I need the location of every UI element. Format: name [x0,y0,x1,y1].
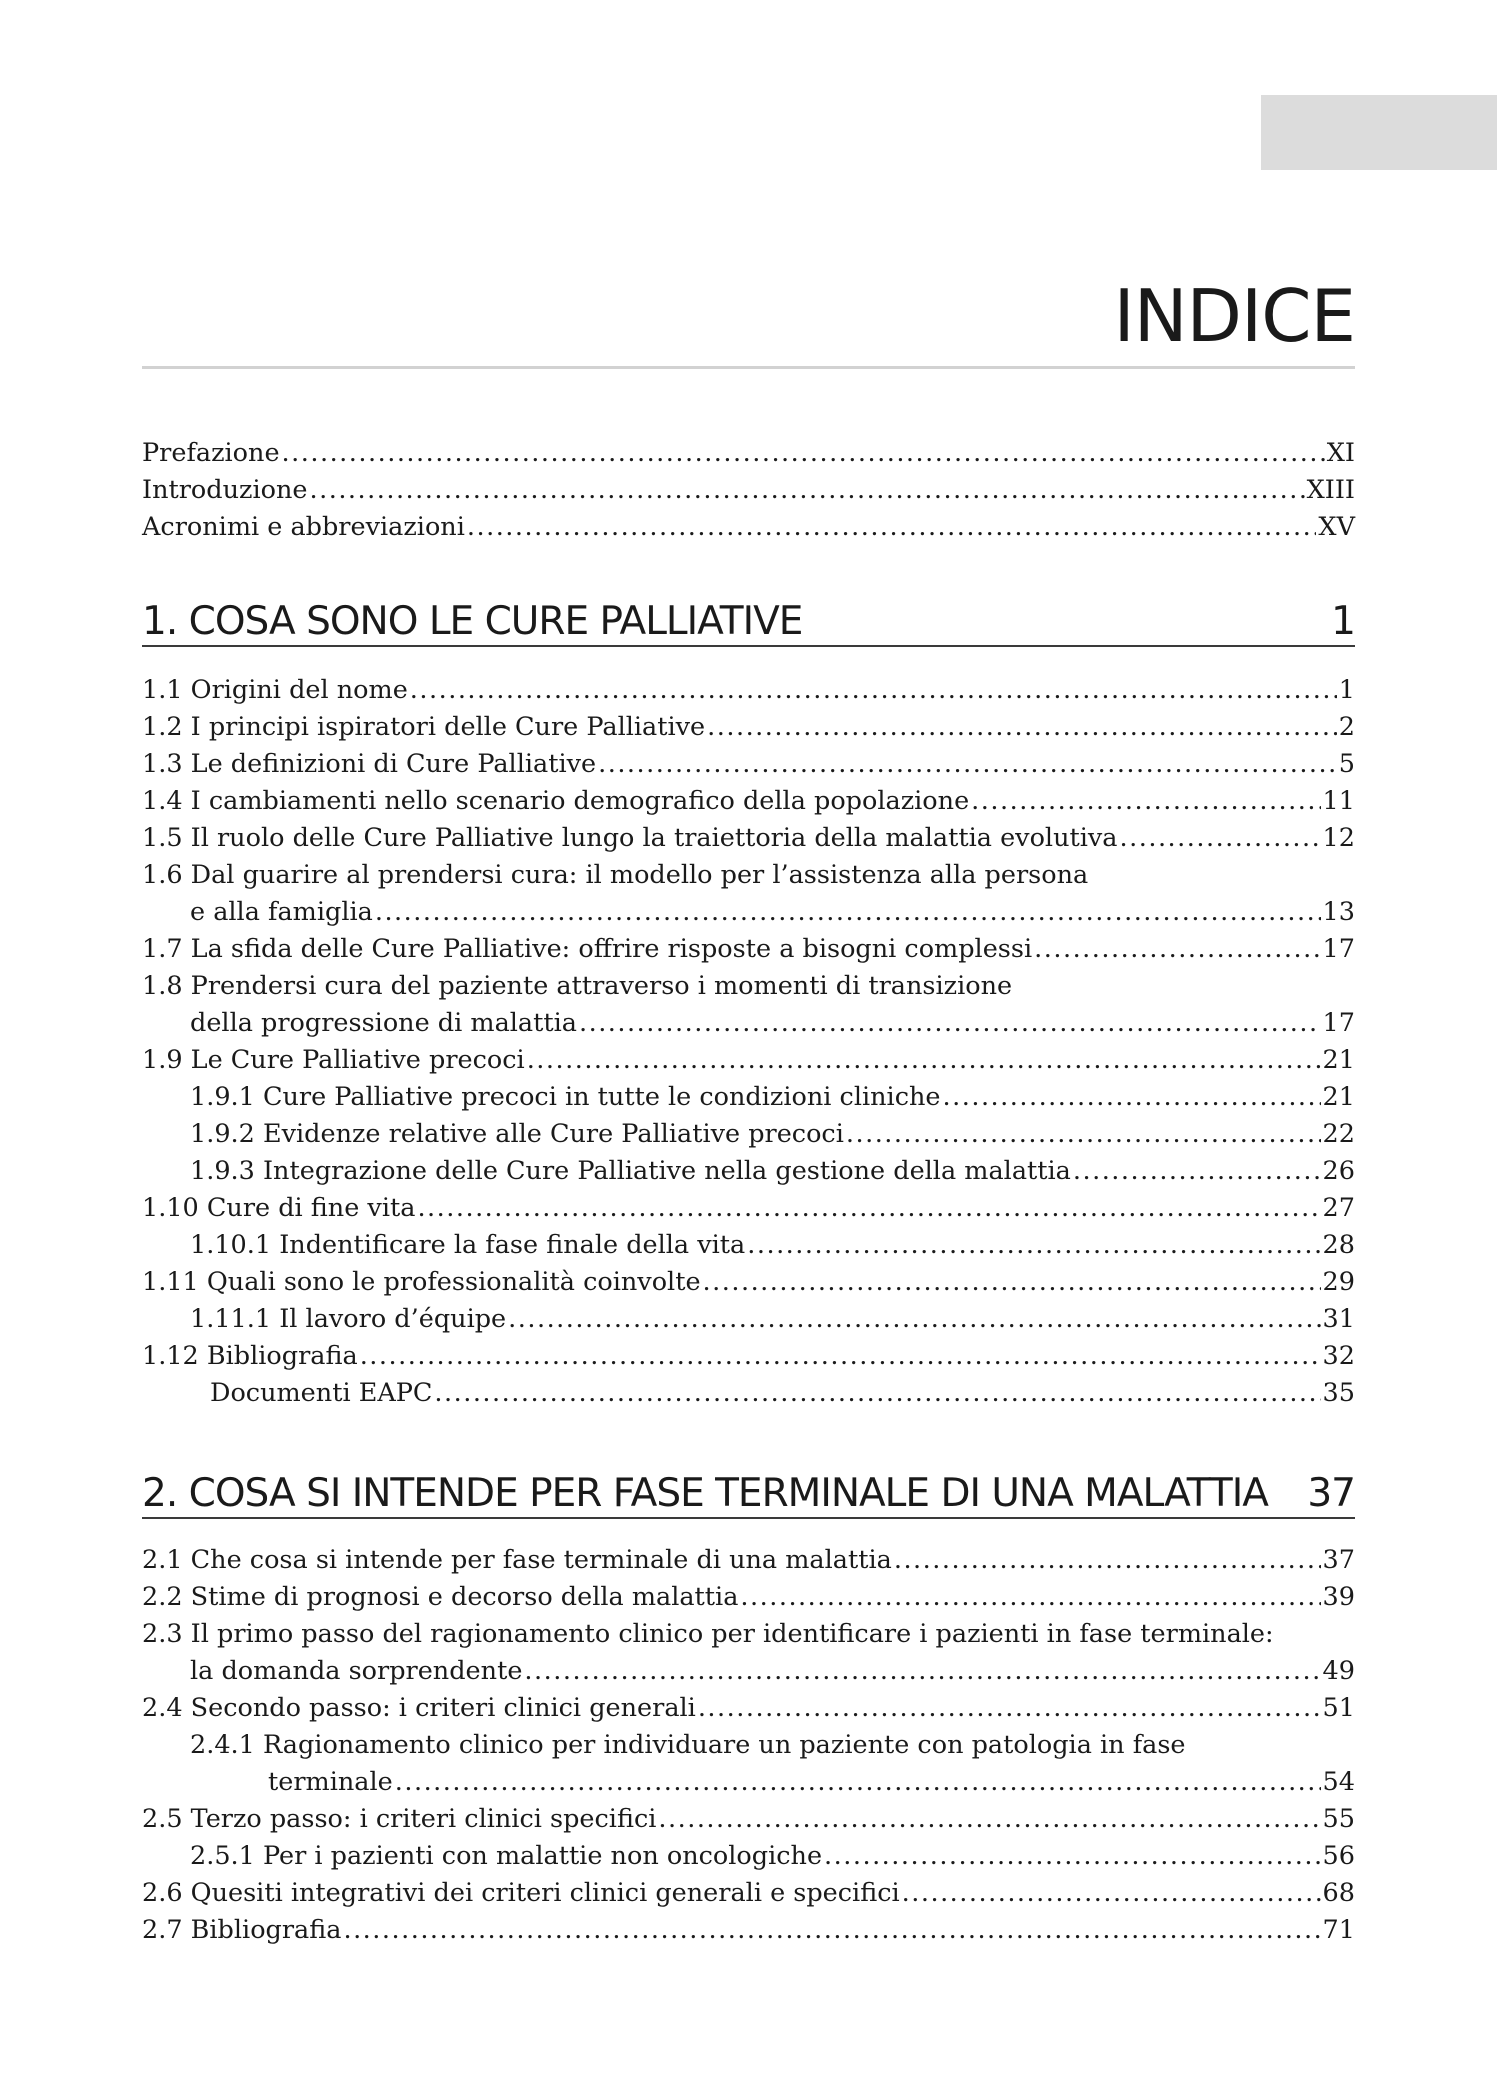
title-divider [142,366,1355,369]
toc-entry-introduzione[interactable]: Introduzione ..... XIII [142,472,1355,509]
toc-entry-prefazione[interactable]: Prefazione ..... XI [142,435,1355,472]
toc-entry[interactable]: 1.5 Il ruolo delle Cure Palliative lungo la traiettoria della malattia evolutiva ..... 12 [142,820,1355,857]
toc-entry[interactable]: 1.9 Le Cure Palliative precoci ..... 21 [142,1042,1355,1079]
toc-entry[interactable]: 1.1 Origini del nome ..... 1 [142,672,1355,709]
chapter-1-list [142,672,1355,1412]
corner-tab [1261,95,1497,170]
toc-subentry[interactable]: 1.11.1 Il lavoro d’équipe ..... 31 [142,1301,1355,1338]
toc-entry[interactable]: 1.4 I cambiamenti nello scenario demografico della popolazione ..... 11 [142,783,1355,820]
toc-entry[interactable]: 2.4 Secondo passo: i criteri clinici generali ..... 51 [142,1690,1355,1727]
toc-subentry-line1[interactable]: 2.4.1 Ragionamento clinico per individuare un paziente con patologia in fase [190,1730,1186,1760]
chapter-2-heading[interactable] [142,1471,1355,1516]
toc-entry[interactable]: 2.5 Terzo passo: i criteri clinici specifici ..... 55 [142,1801,1355,1838]
chapter-1-divider [142,645,1355,647]
chapter-2-page: 37 [1307,1471,1355,1516]
toc-entry[interactable]: 1.3 Le definizioni di Cure Palliative ..... 5 [142,746,1355,783]
toc-entry[interactable]: 2.2 Stime di prognosi e decorso della malattia ..... 39 [142,1579,1355,1616]
chapter-1-page: 1 [1331,599,1355,644]
chapter-1-heading[interactable] [142,599,1355,644]
toc-entry-line1[interactable]: 1.6 Dal guarire al prendersi cura: il modello per l’assistenza alla persona [142,860,1089,890]
chapter-1-title: 1. COSA SONO LE CURE PALLIATIVE [142,599,803,644]
toc-subentry[interactable]: Documenti EAPC ..... 35 [142,1375,1355,1412]
toc-entry[interactable]: 2.7 Bibliografia ..... 71 [142,1912,1355,1949]
chapter-2-divider [142,1517,1355,1519]
toc-subentry[interactable]: 1.9.3 Integrazione delle Cure Palliative nella gestione della malattia ..... 26 [142,1153,1355,1190]
toc-entry[interactable]: 2.6 Quesiti integrativi dei criteri clinici generali e specifici ..... 68 [142,1875,1355,1912]
toc-entry[interactable]: e alla famiglia ..... 13 [142,894,1355,931]
toc-subentry[interactable]: 2.5.1 Per i pazienti con malattie non oncologiche ..... 56 [142,1838,1355,1875]
toc-entry[interactable]: 1.11 Quali sono le professionalità coinvolte ..... 29 [142,1264,1355,1301]
page-title: INDICE [1113,274,1355,358]
toc-entry-line1[interactable]: 2.3 Il primo passo del ragionamento clinico per identificare i pazienti in fase terminale: [142,1619,1274,1649]
chapter-2-title: 2. COSA SI INTENDE PER FASE TERMINALE DI UNA MALATTIA [142,1471,1268,1516]
toc-entry[interactable]: 1.12 Bibliografia ..... 32 [142,1338,1355,1375]
toc-entry[interactable]: della progressione di malattia ..... 17 [142,1005,1355,1042]
toc-entry-acronimi[interactable]: Acronimi e abbreviazioni ..... XV [142,509,1355,546]
toc-entry[interactable]: 1.10 Cure di fine vita ..... 27 [142,1190,1355,1227]
toc-subentry[interactable]: 1.9.2 Evidenze relative alle Cure Palliative precoci ..... 22 [142,1116,1355,1153]
toc-subentry[interactable]: 1.10.1 Indentificare la fase finale della vita ..... 28 [142,1227,1355,1264]
toc-entry[interactable]: 1.7 La sfida delle Cure Palliative: offrire risposte a bisogni complessi ..... 17 [142,931,1355,968]
toc-entry[interactable]: la domanda sorprendente ..... 49 [142,1653,1355,1690]
toc-subentry[interactable]: terminale ..... 54 [142,1764,1355,1801]
toc-entry-line1[interactable]: 1.8 Prendersi cura del paziente attraverso i momenti di transizione [142,971,1013,1001]
toc-subentry[interactable]: 1.9.1 Cure Palliative precoci in tutte le condizioni cliniche ..... 21 [142,1079,1355,1116]
chapter-2-list [142,1542,1355,1949]
toc-entry[interactable]: 1.2 I principi ispiratori delle Cure Palliative ..... 2 [142,709,1355,746]
front-matter-list [142,435,1355,546]
toc-entry[interactable]: 2.1 Che cosa si intende per fase terminale di una malattia ..... 37 [142,1542,1355,1579]
